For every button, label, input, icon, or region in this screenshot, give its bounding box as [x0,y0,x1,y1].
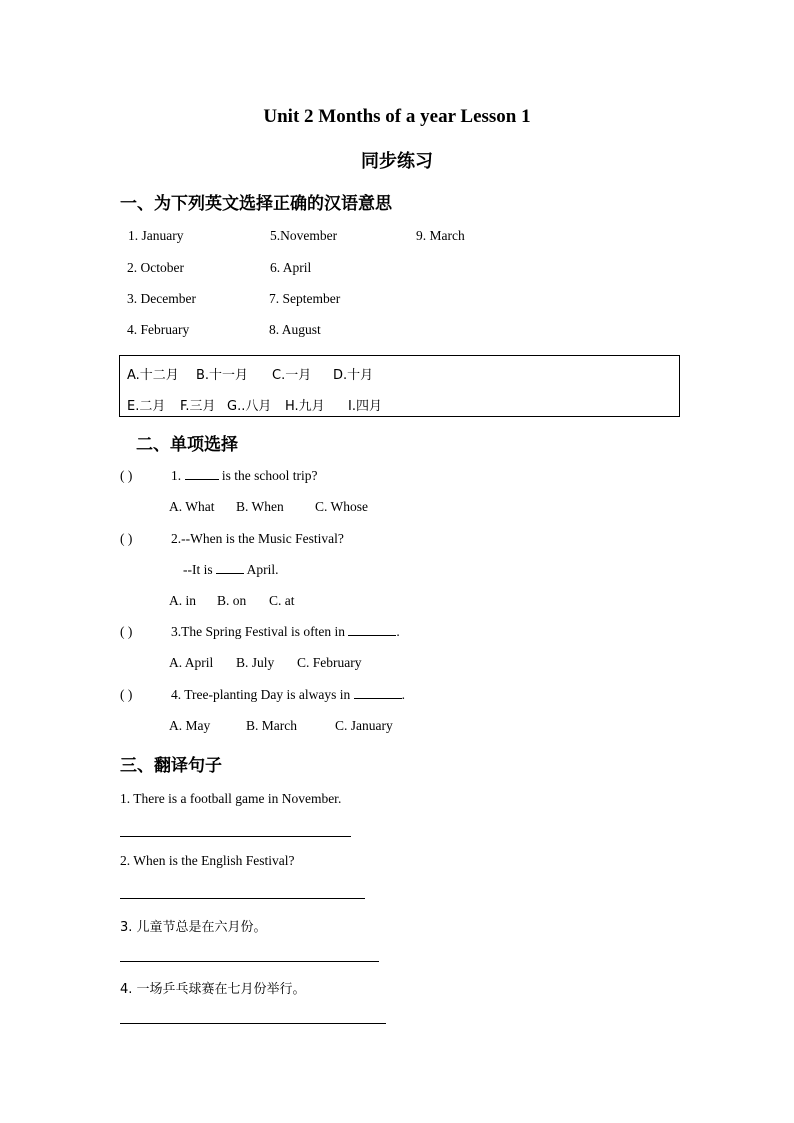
option: D.十月 [333,368,374,383]
choice: A. in [169,593,196,608]
answer-paren[interactable]: ( ) [120,687,133,702]
choice: C. Whose [315,499,368,514]
translate-item: 3. 儿童节总是在六月份。 [120,920,267,935]
section2-heading: 二、单项选择 [136,435,238,455]
choice: A. April [169,655,214,670]
option: F.三月 [180,399,216,414]
option: I.四月 [348,399,382,414]
answer-paren[interactable]: ( ) [120,624,133,639]
option: A.十二月 [127,368,179,383]
option: C.一月 [272,368,312,383]
option: H.九月 [285,399,325,414]
question-2: 2.--When is the Music Festival? [171,531,344,546]
question-2-answer: --It is April. [183,562,279,577]
answer-paren[interactable]: ( ) [120,531,133,546]
option: B.十一月 [196,368,249,383]
page-title: Unit 2 Months of a year Lesson 1 [263,106,531,127]
choice: B. July [236,655,275,670]
translate-item: 1. There is a football game in November. [120,791,342,806]
option: G..八月 [227,399,272,414]
choice: C. at [269,593,295,608]
choice: B. March [246,718,297,733]
answer-line[interactable] [120,836,351,837]
word-item: 3. December [127,291,196,306]
question-3: 3.The Spring Festival is often in . [171,624,400,639]
word-item: 8. August [269,322,321,337]
word-item: 6. April [270,260,312,275]
word-item: 5.November [270,228,338,243]
choice: C. February [297,655,362,670]
word-item: 9. March [416,228,465,243]
word-item: 7. September [269,291,341,306]
translate-item: 2. When is the English Festival? [120,853,295,868]
answer-paren[interactable]: ( ) [120,468,133,483]
word-item: 2. October [127,260,184,275]
question-4: 4. Tree-planting Day is always in . [171,687,405,702]
section1-heading: 一、为下列英文选择正确的汉语意思 [120,194,392,214]
choice: A. What [169,499,215,514]
choice: B. When [236,499,284,514]
word-item: 1. January [128,228,184,243]
choice: A. May [169,718,211,733]
question-1: 1. is the school trip? [171,468,318,483]
choice: C. January [335,718,393,733]
word-item: 4. February [127,322,190,337]
answer-line[interactable] [120,1023,386,1024]
choice: B. on [217,593,247,608]
answer-line[interactable] [120,898,365,899]
answer-line[interactable] [120,961,379,962]
section3-heading: 三、翻译句子 [120,756,222,776]
option: E.二月 [127,399,166,414]
page-subtitle: 同步练习 [361,151,433,172]
translate-item: 4. 一场乒乓球赛在七月份举行。 [120,982,306,997]
